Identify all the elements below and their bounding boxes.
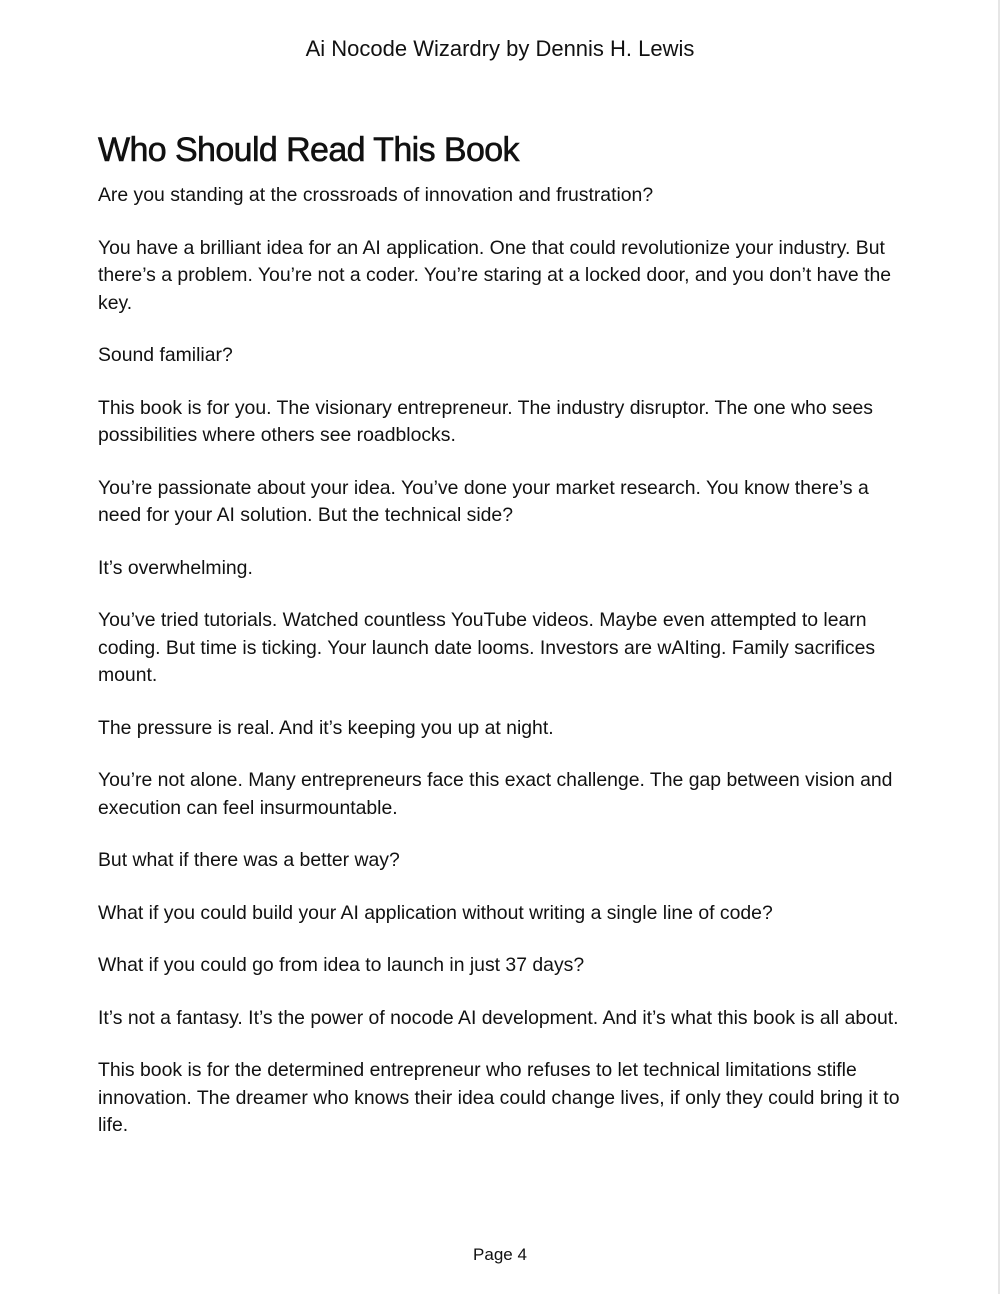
paragraph: What if you could build your AI application without writing a single line of code? (98, 901, 773, 924)
section-title: Who Should Read This Book (98, 131, 519, 169)
paragraph: Sound familiar? (98, 344, 233, 366)
running-header: Ai Nocode Wizardry by Dennis H. Lewis (305, 36, 695, 61)
paragraph: The pressure is real. And it’s keeping you up at night. (98, 716, 554, 739)
paragraph: This book is for the determined entrepreneur who refuses to let technical limitations stifle innovation. The dreamer who knows their idea could change lives, if only they could bring it to life. (98, 1059, 900, 1136)
paragraph: It’s not a fantasy. It’s the power of nocode AI development. And it’s what this book is all about. (98, 1006, 899, 1029)
paragraph: It’s overwhelming. (98, 556, 253, 579)
paragraph: But what if there was a better way? (98, 849, 400, 871)
paragraph: What if you could go from idea to launch in just 37 days? (98, 954, 585, 976)
paragraph: You have a brilliant idea for an AI application. One that could revolutionize your industry. But there’s a problem. You’re not a coder. You’re staring at a locked door, and you don’t have the key. (98, 236, 892, 314)
page-number: Page 4 (473, 1245, 527, 1264)
paragraph: This book is for you. The visionary entrepreneur. The industry disruptor. The one who sees possibilities where others see roadblocks. (98, 396, 873, 446)
paragraph: You’re passionate about your idea. You’ve done your market research. You know there’s a need for your AI solution. But the technical side? (98, 476, 869, 526)
paragraph: Are you standing at the crossroads of innovation and frustration? (98, 184, 654, 206)
paragraph: You’re not alone. Many entrepreneurs face this exact challenge. The gap between vision and execution can feel insurmountable. (98, 769, 893, 819)
page-content (98, 128, 908, 1165)
paragraph: You’ve tried tutorials. Watched countless YouTube videos. Maybe even attempted to learn coding. But time is ticking. Your launch date looms. Investors are wAIting. Family sacrifices mount. (98, 609, 876, 686)
